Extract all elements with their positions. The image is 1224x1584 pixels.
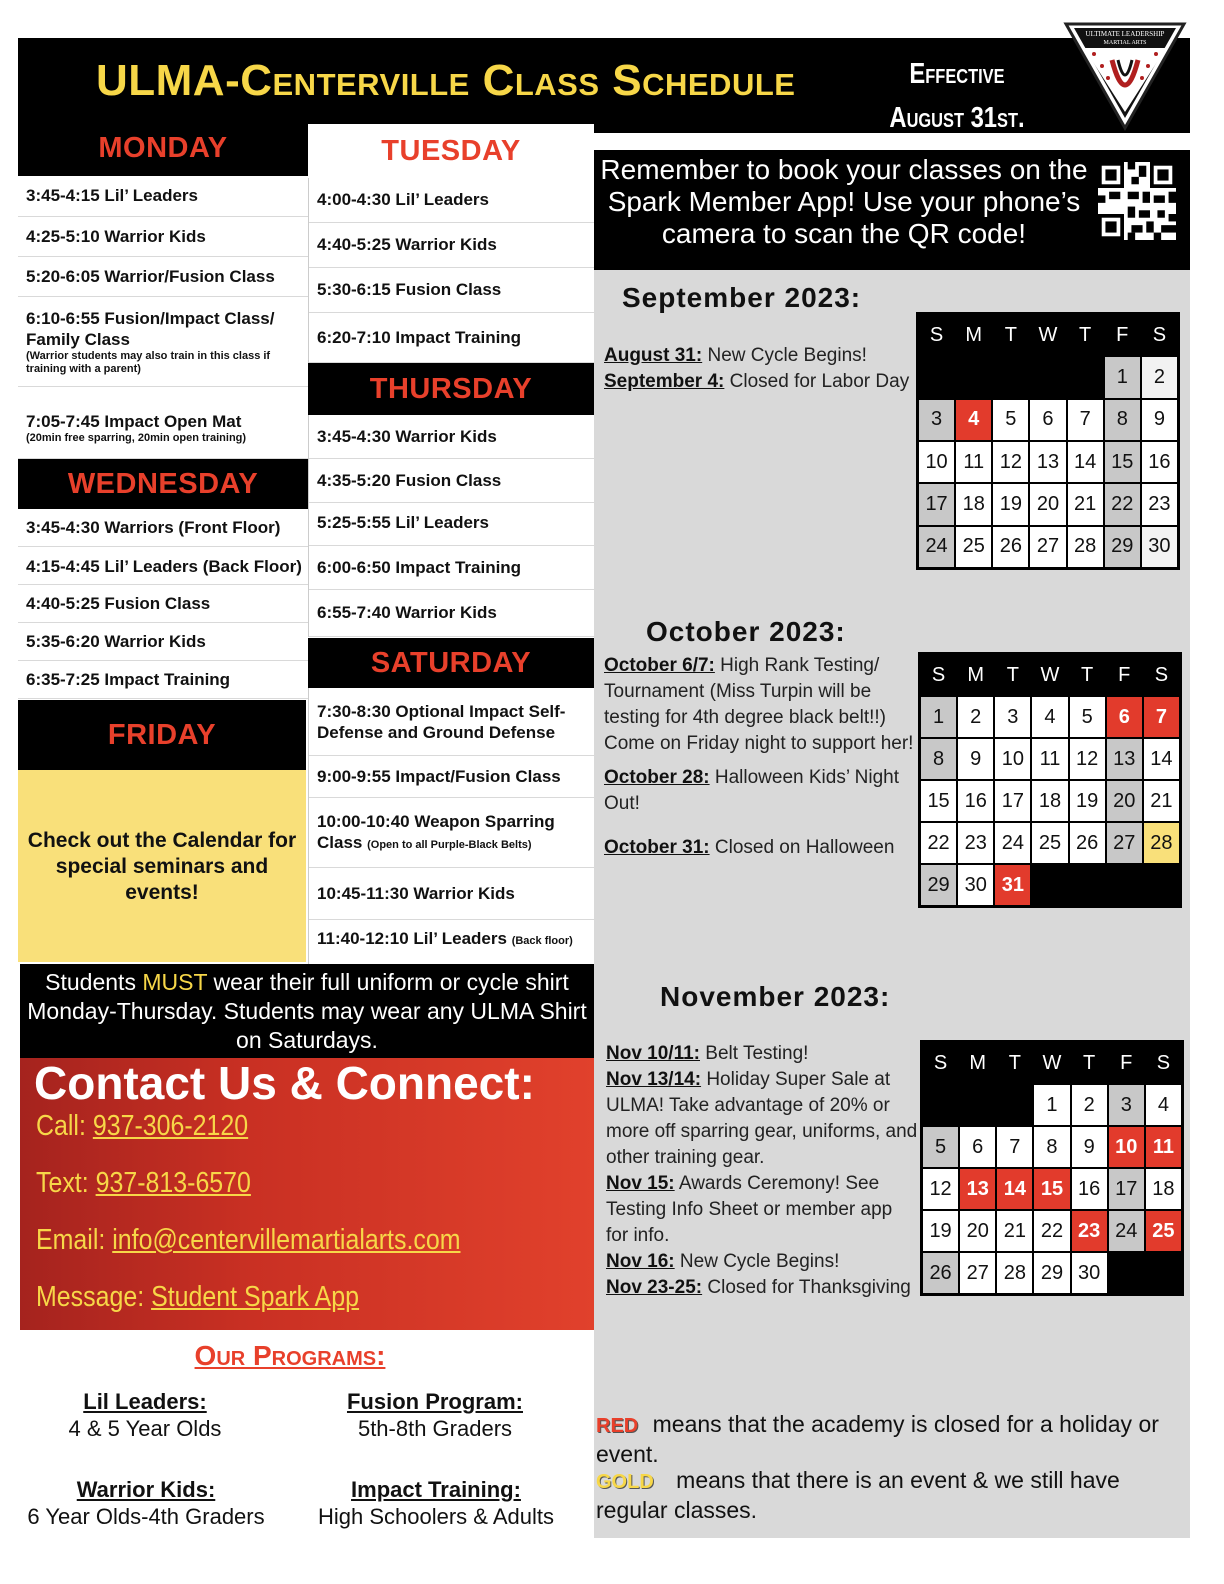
september-title: September 2023: (622, 282, 862, 313)
september-day-23: 23 (1142, 484, 1177, 524)
october-day-30: 30 (958, 865, 993, 905)
november-day-29: 29 (1034, 1253, 1069, 1293)
program-warrior-kids: Warrior Kids: 6 Year Olds-4th Graders (27, 1477, 265, 1529)
uniform-notice: Students MUST wear their full uniform or cycle shirt Monday-Thursday. Students may wear any ULMA Shirt on Saturdays. (27, 969, 587, 1053)
october-day-23: 23 (958, 823, 993, 863)
ulma-logo (1062, 20, 1188, 132)
november-empty-cell (1146, 1253, 1181, 1293)
november-day-8: 8 (1034, 1127, 1069, 1167)
november-day-22: 22 (1034, 1211, 1069, 1251)
october-event-3: October 31: Closed on Halloween (604, 837, 895, 858)
november-events (606, 1041, 918, 1301)
effective-date (887, 52, 1026, 140)
september-empty-cell (956, 357, 991, 397)
october-day-10: 10 (995, 739, 1030, 779)
september-empty-cell (1030, 357, 1065, 397)
spark-app-link[interactable]: Student Spark App (151, 1281, 360, 1313)
october-day-26: 26 (1070, 823, 1105, 863)
november-day-19: 19 (923, 1211, 958, 1251)
november-day-20: 20 (960, 1211, 995, 1251)
september-day-7: 7 (1068, 400, 1103, 440)
september-day-30: 30 (1142, 527, 1177, 567)
qr-code-icon[interactable] (1098, 162, 1176, 240)
october-weekday-header: S (1144, 655, 1179, 695)
wednesday-list (18, 509, 308, 699)
tuesday-class-2: 4:40-5:25 Warrior Kids (309, 223, 594, 268)
tuesday-list (308, 178, 594, 363)
saturday-class-3: 10:00-10:40 Weapon Sparring Class (Open to all Purple-Black Belts) (309, 798, 594, 868)
monday-class-5: 7:05-7:45 Impact Open Mat (20min free sparring, 20min open training) (18, 387, 308, 459)
november-event-1: Nov 10/11: Belt Testing! (606, 1043, 809, 1064)
wednesday-class-2: 4:15-4:45 Lil’ Leaders (Back Floor) (18, 547, 308, 585)
september-day-13: 13 (1030, 442, 1065, 482)
call-link[interactable]: 937-306-2120 (92, 1110, 249, 1142)
text-link[interactable]: 937-813-6570 (95, 1167, 251, 1199)
saturday-list (308, 688, 594, 964)
september-day-15: 15 (1105, 442, 1140, 482)
september-day-6: 6 (1030, 400, 1065, 440)
september-day-18: 18 (956, 484, 991, 524)
october-weekday-header: F (1107, 655, 1142, 695)
november-weekday-header: T (1072, 1043, 1107, 1083)
monday-list (18, 176, 308, 459)
september-day-14: 14 (1068, 442, 1103, 482)
contact-message: Message: Student Spark App (36, 1281, 360, 1313)
october-day-6: 6 (1107, 697, 1142, 737)
september-empty-cell (919, 357, 954, 397)
september-day-11: 11 (956, 442, 991, 482)
email-link[interactable]: info@centervillemartialarts.com (112, 1224, 461, 1256)
october-weekday-header: T (995, 655, 1030, 695)
november-day-23: 23 (1072, 1211, 1107, 1251)
wednesday-class-1: 3:45-4:30 Warriors (Front Floor) (18, 509, 308, 547)
monday-class-3: 5:20-6:05 Warrior/Fusion Class (18, 257, 308, 297)
october-empty-cell (1070, 865, 1105, 905)
october-weekday-header: W (1032, 655, 1067, 695)
september-day-5: 5 (993, 400, 1028, 440)
november-day-14: 14 (997, 1169, 1032, 1209)
september-weekday-header: F (1105, 315, 1140, 355)
november-event-3: Nov 15: Awards Ceremony! See Testing Info Sheet or member app for info. (606, 1173, 893, 1246)
programs-title: Our Programs: (194, 1340, 386, 1371)
logo-text-2: MARTIAL ARTS (1103, 40, 1147, 46)
november-weekday-header: M (960, 1043, 995, 1083)
contact-email: Email: info@centervillemartialarts.com (36, 1224, 461, 1256)
november-day-12: 12 (923, 1169, 958, 1209)
october-day-9: 9 (958, 739, 993, 779)
october-title: October 2023: (646, 616, 846, 647)
september-day-3: 3 (919, 400, 954, 440)
september-day-19: 19 (993, 484, 1028, 524)
september-day-2: 2 (1142, 357, 1177, 397)
october-day-4: 4 (1032, 697, 1067, 737)
november-empty-cell (923, 1085, 958, 1125)
november-day-9: 9 (1072, 1127, 1107, 1167)
october-day-16: 16 (958, 781, 993, 821)
saturday-class-5: 11:40-12:10 Lil’ Leaders (Back floor) (309, 920, 594, 964)
september-weekday-header: S (919, 315, 954, 355)
october-day-5: 5 (1070, 697, 1105, 737)
october-day-14: 14 (1144, 739, 1179, 779)
october-day-12: 12 (1070, 739, 1105, 779)
friday-header: FRIDAY (18, 700, 306, 770)
september-day-28: 28 (1068, 527, 1103, 567)
wednesday-class-5: 6:35-7:25 Impact Training (18, 661, 308, 699)
november-day-17: 17 (1109, 1169, 1144, 1209)
october-day-17: 17 (995, 781, 1030, 821)
october-event-1: October 6/7: High Rank Testing/ Tournament (Miss Turpin will be testing for 4th degree black belt!!) Come on Friday night to support her! (604, 655, 914, 754)
contact-title: Contact Us & Connect: (34, 1057, 535, 1109)
september-day-22: 22 (1105, 484, 1140, 524)
october-empty-cell (1032, 865, 1067, 905)
monday-class-4-note: (Warrior students may also train in this class if training with a parent) (26, 349, 271, 375)
september-day-1: 1 (1105, 357, 1140, 397)
november-empty-cell (997, 1085, 1032, 1125)
november-day-5: 5 (923, 1127, 958, 1167)
november-day-16: 16 (1072, 1169, 1107, 1209)
legend-red: RED means that the academy is closed for a holiday or event. (596, 1411, 1159, 1467)
october-day-28: 28 (1144, 823, 1179, 863)
november-day-27: 27 (960, 1253, 995, 1293)
october-events (604, 653, 916, 861)
tuesday-class-4: 6:20-7:10 Impact Training (309, 313, 594, 363)
red-tag: RED (596, 1415, 639, 1437)
legend-gold: GOLD means that there is an event & we still have regular classes. (596, 1467, 1120, 1523)
november-day-4: 4 (1146, 1085, 1181, 1125)
september-empty-cell (993, 357, 1028, 397)
thursday-class-4: 6:00-6:50 Impact Training (309, 546, 594, 590)
november-event-5: Nov 23-25: Closed for Thanksgiving (606, 1277, 911, 1298)
monday-class-2: 4:25-5:10 Warrior Kids (18, 217, 308, 257)
november-day-25: 25 (1146, 1211, 1181, 1251)
november-day-10: 10 (1109, 1127, 1144, 1167)
november-empty-cell (1109, 1253, 1144, 1293)
september-day-17: 17 (919, 484, 954, 524)
november-day-3: 3 (1109, 1085, 1144, 1125)
september-day-24: 24 (919, 527, 954, 567)
tuesday-header: TUESDAY (308, 124, 594, 178)
october-day-24: 24 (995, 823, 1030, 863)
october-weekday-header: T (1070, 655, 1105, 695)
november-day-18: 18 (1146, 1169, 1181, 1209)
thursday-header: THURSDAY (308, 363, 594, 415)
october-event-2: October 28: Halloween Kids’ Night Out! (604, 767, 899, 814)
november-day-26: 26 (923, 1253, 958, 1293)
november-weekday-header: S (1146, 1043, 1181, 1083)
october-day-25: 25 (1032, 823, 1067, 863)
october-day-21: 21 (1144, 781, 1179, 821)
november-day-24: 24 (1109, 1211, 1144, 1251)
september-day-16: 16 (1142, 442, 1177, 482)
september-day-4: 4 (956, 400, 991, 440)
thursday-class-1: 3:45-4:30 Warrior Kids (309, 415, 594, 459)
september-day-10: 10 (919, 442, 954, 482)
monday-class-5-note: (20min free sparring, 20min open training) (26, 432, 247, 444)
november-day-21: 21 (997, 1211, 1032, 1251)
september-calendar (916, 312, 1180, 570)
tuesday-class-1: 4:00-4:30 Lil’ Leaders (309, 178, 594, 223)
october-day-11: 11 (1032, 739, 1067, 779)
november-weekday-header: W (1034, 1043, 1069, 1083)
november-day-15: 15 (1034, 1169, 1069, 1209)
september-weekday-header: T (1068, 315, 1103, 355)
november-calendar (920, 1040, 1184, 1296)
october-day-18: 18 (1032, 781, 1067, 821)
october-day-15: 15 (921, 781, 956, 821)
effective-line-1: Effective (909, 58, 1005, 90)
september-event-2: September 4: Closed for Labor Day (604, 371, 910, 392)
november-day-1: 1 (1034, 1085, 1069, 1125)
monday-class-4: 6:10-6:55 Fusion/Impact Class/ Family Class (Warrior students may also train in this class if training with a parent) (18, 297, 308, 387)
september-weekday-header: M (956, 315, 991, 355)
wednesday-header: WEDNESDAY (18, 459, 308, 509)
tuesday-class-3: 5:30-6:15 Fusion Class (309, 268, 594, 313)
thursday-list (308, 415, 594, 637)
october-day-27: 27 (1107, 823, 1142, 863)
september-event-1: August 31: New Cycle Begins! (604, 345, 867, 366)
wednesday-class-4: 5:35-6:20 Warrior Kids (18, 623, 308, 661)
october-day-31: 31 (995, 865, 1030, 905)
october-day-7: 7 (1144, 697, 1179, 737)
thursday-class-2: 4:35-5:20 Fusion Class (309, 459, 594, 503)
september-day-20: 20 (1030, 484, 1065, 524)
november-day-30: 30 (1072, 1253, 1107, 1293)
october-day-29: 29 (921, 865, 956, 905)
november-day-28: 28 (997, 1253, 1032, 1293)
september-day-21: 21 (1068, 484, 1103, 524)
gold-tag: GOLD (596, 1471, 654, 1493)
saturday-header: SATURDAY (308, 638, 594, 688)
october-weekday-header: M (958, 655, 993, 695)
november-title: November 2023: (660, 981, 891, 1012)
saturday-class-3-note: (Open to all Purple-Black Belts) (367, 839, 532, 851)
november-event-2: Nov 13/14: Holiday Super Sale at ULMA! Take advantage of 20% or more off sparring gear, uniforms, and other training gear. (606, 1069, 918, 1168)
thursday-class-3: 5:25-5:55 Lil’ Leaders (309, 503, 594, 546)
november-weekday-header: F (1109, 1043, 1144, 1083)
november-day-11: 11 (1146, 1127, 1181, 1167)
september-weekday-header: T (993, 315, 1028, 355)
november-day-2: 2 (1072, 1085, 1107, 1125)
november-event-4: Nov 16: New Cycle Begins! (606, 1251, 840, 1272)
october-day-8: 8 (921, 739, 956, 779)
october-calendar (918, 652, 1182, 908)
monday-header: MONDAY (18, 120, 308, 176)
effective-line-2: August 31st. (889, 102, 1025, 134)
october-day-1: 1 (921, 697, 956, 737)
october-empty-cell (1144, 865, 1179, 905)
september-day-12: 12 (993, 442, 1028, 482)
november-empty-cell (960, 1085, 995, 1125)
october-weekday-header: S (921, 655, 956, 695)
saturday-class-2: 9:00-9:55 Impact/Fusion Class (309, 756, 594, 798)
september-events (604, 343, 910, 395)
monday-class-1: 3:45-4:15 Lil’ Leaders (18, 176, 308, 217)
october-day-19: 19 (1070, 781, 1105, 821)
september-weekday-header: S (1142, 315, 1177, 355)
october-day-13: 13 (1107, 739, 1142, 779)
thursday-class-5: 6:55-7:40 Warrior Kids (309, 590, 594, 637)
september-weekday-header: W (1030, 315, 1065, 355)
november-weekday-header: S (923, 1043, 958, 1083)
october-day-2: 2 (958, 697, 993, 737)
page-title: ULMA-Centerville Class Schedule (96, 56, 796, 105)
september-day-9: 9 (1142, 400, 1177, 440)
app-notice: Remember to book your classes on the Spark Member App! Use your phone’s camera to scan the QR code! (600, 154, 1088, 249)
october-day-22: 22 (921, 823, 956, 863)
program-fusion: Fusion Program: 5th-8th Graders (346, 1389, 523, 1441)
september-day-27: 27 (1030, 527, 1065, 567)
october-day-20: 20 (1107, 781, 1142, 821)
friday-note: Check out the Calendar for special seminars and events! (27, 829, 297, 904)
september-day-29: 29 (1105, 527, 1140, 567)
program-impact: Impact Training: High Schoolers & Adults (317, 1477, 555, 1529)
program-lil-leaders: Lil Leaders: 4 & 5 Year Olds (68, 1389, 222, 1441)
september-day-8: 8 (1105, 400, 1140, 440)
september-day-25: 25 (956, 527, 991, 567)
october-empty-cell (1107, 865, 1142, 905)
logo-text-1: ULTIMATE LEADERSHIP (1085, 30, 1165, 38)
september-day-26: 26 (993, 527, 1028, 567)
wednesday-class-3: 4:40-5:25 Fusion Class (18, 585, 308, 623)
contact-call: Call: 937-306-2120 (36, 1110, 249, 1142)
october-day-3: 3 (995, 697, 1030, 737)
november-weekday-header: T (997, 1043, 1032, 1083)
saturday-class-1: 7:30-8:30 Optional Impact Self-Defense and Ground Defense (309, 688, 594, 756)
november-day-6: 6 (960, 1127, 995, 1167)
contact-text: Text: 937-813-6570 (36, 1167, 251, 1199)
saturday-class-5-note: (Back floor) (511, 935, 573, 947)
november-day-7: 7 (997, 1127, 1032, 1167)
november-day-13: 13 (960, 1169, 995, 1209)
september-empty-cell (1068, 357, 1103, 397)
saturday-class-4: 10:45-11:30 Warrior Kids (309, 868, 594, 920)
